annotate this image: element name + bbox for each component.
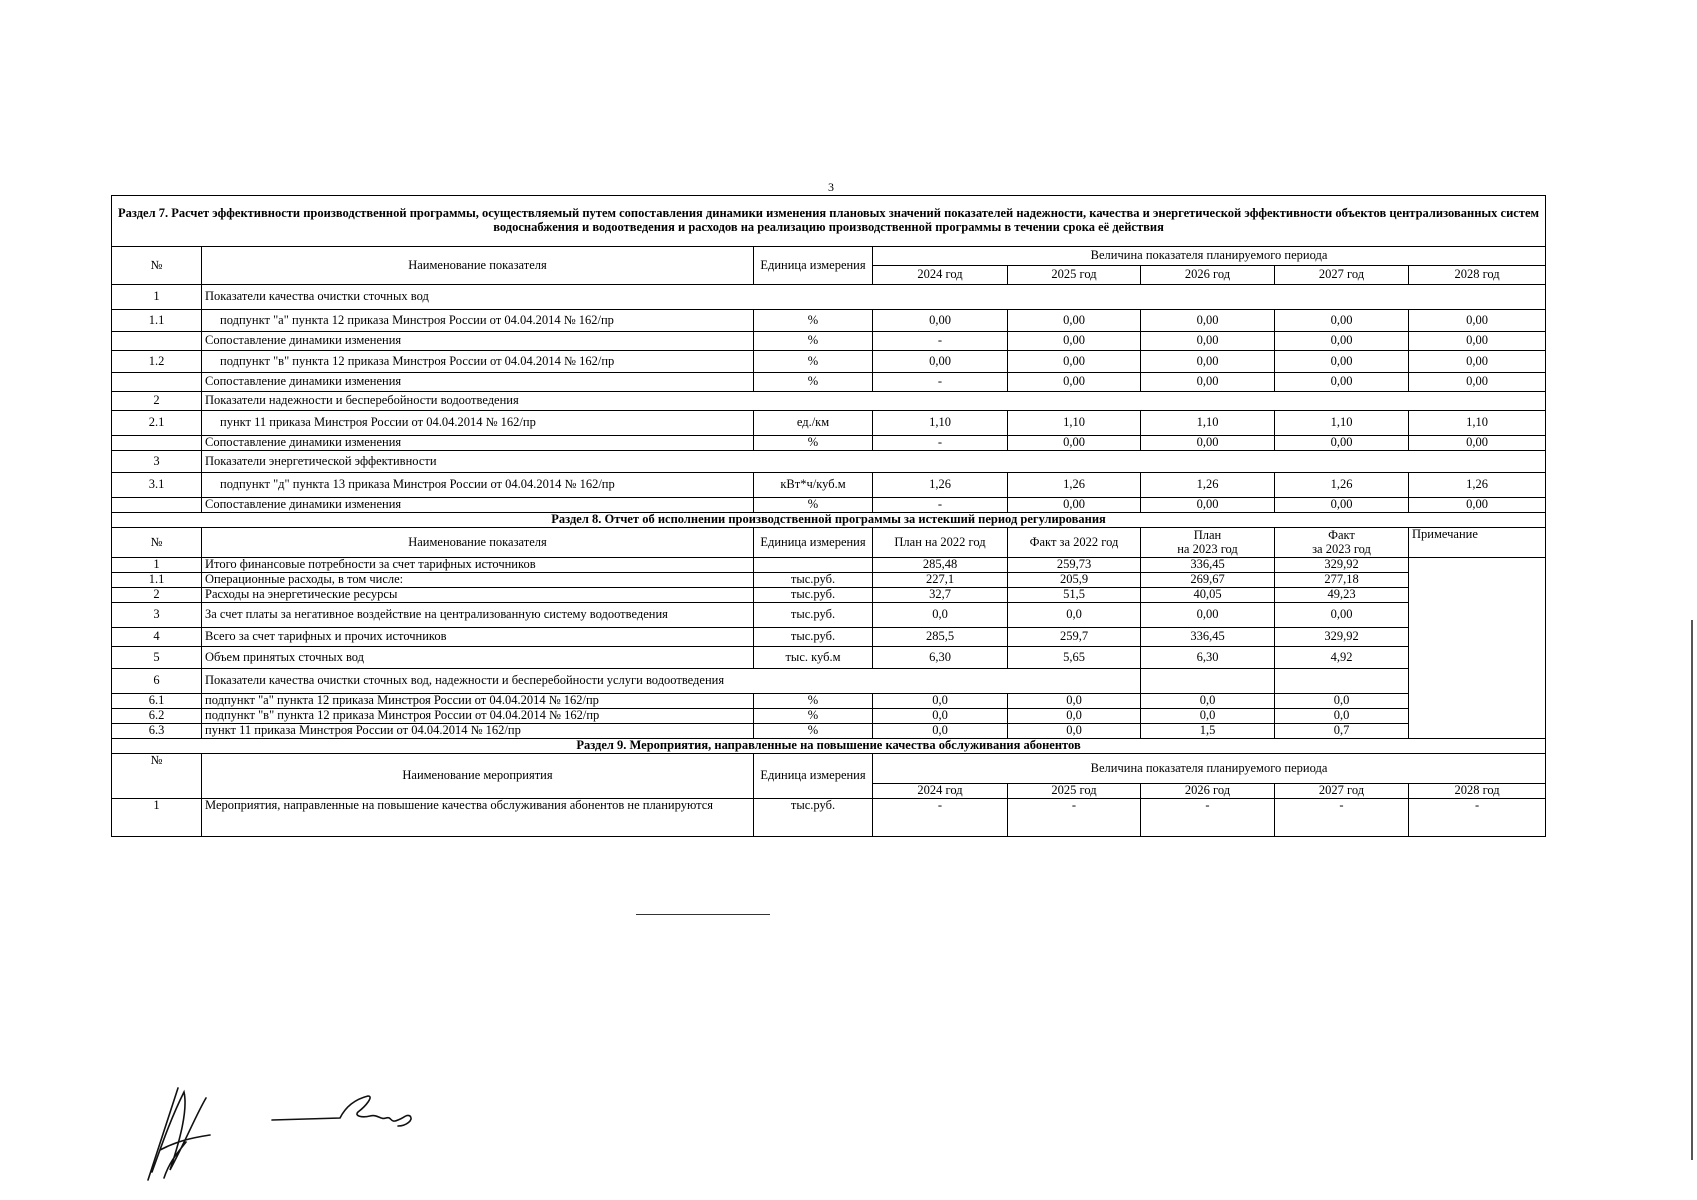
row-unit: тыс.руб. [754,588,873,603]
col-header-year: 2027 год [1275,784,1409,799]
row-value: 0,00 [1275,603,1409,628]
col-header-year: 2025 год [1008,784,1141,799]
col-header-plan-2023-line2: на 2023 год [1177,541,1238,556]
row-unit: % [754,310,873,332]
row-value: 0,00 [1008,498,1141,513]
row-value: 0,0 [873,694,1008,709]
row-value: 285,48 [873,558,1008,573]
row-value: 1,10 [873,411,1008,436]
col-header-plan-2023-line1: План [1193,527,1222,542]
row-value: 5,65 [1008,647,1141,669]
row-value: 0,00 [1275,498,1409,513]
section7-title: Раздел 7. Расчет эффективности производственной программы, осуществляемый путем сопоставления динамики изменения плановых значений показателей надежности, качества и энергетической эффективности объектов централизованных систем водоснабжения и водоотведения и расходов на реализацию производственной программы в течении срока её действия [112,196,1546,247]
row-num: 4 [112,628,202,647]
row-unit: тыс.руб. [754,573,873,588]
row-value: 269,67 [1141,573,1275,588]
row-value: - [1275,799,1409,837]
row-value: 0,7 [1275,724,1409,739]
table-row [112,573,1546,588]
row-value: 0,00 [1409,436,1546,451]
col-header-year: 2026 год [1141,266,1275,285]
row-num [112,332,202,351]
row-num: 3.1 [112,473,202,498]
row-value: 0,0 [873,709,1008,724]
row-value: 0,00 [1275,373,1409,392]
row-group-name: Показатели энергетической эффективности [202,451,1546,473]
row-value: 0,0 [1008,694,1141,709]
col-header-name: Наименование мероприятия [202,754,754,799]
row-name: Сопоставление динамики изменения [202,436,754,451]
col-header-plan-2022: План на 2022 год [873,528,1008,558]
row-num: 5 [112,647,202,669]
row-name: Операционные расходы, в том числе: [202,573,754,588]
col-header-note: Примечание [1409,528,1546,558]
col-header-period: Величина показателя планируемого периода [873,247,1546,266]
row-unit: ед./км [754,411,873,436]
scan-edge-line [1691,620,1693,1160]
row-unit: тыс.руб. [754,628,873,647]
row-value: 0,00 [1409,498,1546,513]
row-value: 0,0 [873,603,1008,628]
row-value: 0,0 [1141,709,1275,724]
section8-title: Раздел 8. Отчет об исполнении производственной программы за истекший период регулирования [112,513,1546,528]
col-header-year: 2028 год [1409,266,1546,285]
note-cell [1409,558,1546,739]
row-name: Мероприятия, направленные на повышение качества обслуживания абонентов не планируются [202,799,754,837]
row-value: 0,0 [1008,724,1141,739]
row-value: 1,10 [1141,411,1275,436]
table-row [112,588,1546,603]
col-header-year: 2025 год [1008,266,1141,285]
row-value: - [1409,799,1546,837]
row-value: 0,00 [873,351,1008,373]
table-row [112,436,1546,451]
row-value: 49,23 [1275,588,1409,603]
row-unit: кВт*ч/куб.м [754,473,873,498]
row-value: 0,00 [1409,332,1546,351]
row-value: 259,7 [1008,628,1141,647]
row-value: - [873,799,1008,837]
row-unit: тыс. куб.м [754,647,873,669]
footer-divider [636,914,770,915]
row-value: - [873,373,1008,392]
row-value: 0,0 [1008,709,1141,724]
row-unit: % [754,694,873,709]
row-value: 1,26 [1008,473,1141,498]
row-num: 1 [112,285,202,310]
table-row [112,332,1546,351]
row-value: 1,5 [1141,724,1275,739]
row-value: 51,5 [1008,588,1141,603]
row-num: 6 [112,669,202,694]
row-value: 0,00 [1275,310,1409,332]
row-value: 1,26 [1275,473,1409,498]
row-num: 1 [112,558,202,573]
table-row [112,451,1546,473]
row-value: 277,18 [1275,573,1409,588]
col-header-unit: Единица измерения [754,754,873,799]
table-row [112,498,1546,513]
col-header-num: № [112,247,202,285]
row-value: 0,00 [1275,436,1409,451]
page-number: 3 [828,180,834,194]
row-value: 336,45 [1141,558,1275,573]
table-row [112,558,1546,573]
row-unit [754,558,873,573]
row-value: - [1008,799,1141,837]
row-unit: % [754,709,873,724]
row-value: 0,00 [1275,332,1409,351]
table-row [112,351,1546,373]
row-num: 1 [112,799,202,837]
row-value: 0,00 [1141,332,1275,351]
row-value: - [873,436,1008,451]
row-value: 0,0 [1008,603,1141,628]
row-value: 0,00 [1008,332,1141,351]
row-value: 0,00 [1008,351,1141,373]
row-value: 6,30 [873,647,1008,669]
row-name: За счет платы за негативное воздействие на централизованную систему водоотведения [202,603,754,628]
row-value: 329,92 [1275,558,1409,573]
row-value: 0,00 [1141,603,1275,628]
row-value: 0,0 [1141,694,1275,709]
row-num: 6.2 [112,709,202,724]
row-value: 259,73 [1008,558,1141,573]
row-unit: тыс.руб. [754,603,873,628]
row-unit: % [754,724,873,739]
col-header-name: Наименование показателя [202,247,754,285]
row-value: - [873,332,1008,351]
row-value: 0,00 [1141,351,1275,373]
col-header-year: 2026 год [1141,784,1275,799]
row-name: Расходы на энергетические ресурсы [202,588,754,603]
row-num: 2.1 [112,411,202,436]
row-name: пункт 11 приказа Минстроя России от 04.04.2014 № 162/пр [202,411,754,436]
row-num: 1.2 [112,351,202,373]
row-value: 1,26 [1409,473,1546,498]
row-num: 1.1 [112,310,202,332]
row-value: 0,0 [1275,709,1409,724]
row-name: подпункт "а" пункта 12 приказа Минстроя России от 04.04.2014 № 162/пр [202,310,754,332]
row-value: 0,00 [1409,351,1546,373]
table-row [112,603,1546,628]
row-unit: % [754,332,873,351]
col-header-fact-2023-line2: за 2023 год [1312,541,1371,556]
section9-title: Раздел 9. Мероприятия, направленные на повышение качества обслуживания абонентов [112,739,1546,754]
row-num: 1.1 [112,573,202,588]
col-header-unit: Единица измерения [754,528,873,558]
row-num [112,498,202,513]
row-name: Сопоставление динамики изменения [202,332,754,351]
signature-1 [140,1080,220,1185]
row-group-name: Показатели надежности и бесперебойности водоотведения [202,392,1546,411]
table-row [112,799,1546,837]
row-unit: % [754,436,873,451]
row-group-name: Показатели качества очистки сточных вод, надежности и бесперебойности услуги водоотведения [202,669,1141,694]
row-value: 32,7 [873,588,1008,603]
row-value: 1,26 [1141,473,1275,498]
row-num: 3 [112,603,202,628]
empty-cell [1275,669,1409,694]
table-row [112,669,1546,694]
row-value: 4,92 [1275,647,1409,669]
row-value: 205,9 [1008,573,1141,588]
row-num: 6.3 [112,724,202,739]
row-value: 336,45 [1141,628,1275,647]
row-num: 6.1 [112,694,202,709]
row-value: 40,05 [1141,588,1275,603]
row-value: 0,0 [1275,694,1409,709]
col-header-name: Наименование показателя [202,528,754,558]
row-name: Итого финансовые потребности за счет тарифных источников [202,558,754,573]
row-name: подпункт "д" пункта 13 приказа Минстроя России от 04.04.2014 № 162/пр [202,473,754,498]
row-unit: тыс.руб. [754,799,873,837]
col-header-fact-2023 [1275,528,1409,558]
row-value: 6,30 [1141,647,1275,669]
row-value: 1,10 [1275,411,1409,436]
table-row [112,310,1546,332]
row-name: Сопоставление динамики изменения [202,498,754,513]
table-row [112,628,1546,647]
row-name: Объем принятых сточных вод [202,647,754,669]
row-name: подпункт "а" пункта 12 приказа Минстроя России от 04.04.2014 № 162/пр [202,694,754,709]
row-value: 1,26 [873,473,1008,498]
col-header-num: № [112,754,202,799]
row-num: 2 [112,588,202,603]
row-value: 0,00 [1409,310,1546,332]
row-value: 0,00 [1141,310,1275,332]
row-value: 0,00 [1008,436,1141,451]
row-value: 1,10 [1409,411,1546,436]
row-name: подпункт "в" пункта 12 приказа Минстроя России от 04.04.2014 № 162/пр [202,351,754,373]
col-header-year: 2024 год [873,784,1008,799]
row-value: 285,5 [873,628,1008,647]
row-value: - [1141,799,1275,837]
col-header-fact-2022: Факт за 2022 год [1008,528,1141,558]
row-unit: % [754,373,873,392]
row-name: пункт 11 приказа Минстроя России от 04.04.2014 № 162/пр [202,724,754,739]
row-name: Всего за счет тарифных и прочих источников [202,628,754,647]
table-row [112,694,1546,709]
col-header-year: 2028 год [1409,784,1546,799]
row-value: 0,00 [873,310,1008,332]
empty-cell [1141,669,1275,694]
col-header-plan-2023 [1141,528,1275,558]
row-value: 0,00 [1141,498,1275,513]
row-value: 0,00 [1008,310,1141,332]
col-header-period: Величина показателя планируемого периода [873,754,1546,784]
row-unit: % [754,498,873,513]
col-header-num: № [112,528,202,558]
row-value: 0,00 [1008,373,1141,392]
table-row [112,285,1546,310]
row-unit: % [754,351,873,373]
signature-2 [270,1090,420,1135]
row-value: - [873,498,1008,513]
row-group-name: Показатели качества очистки сточных вод [202,285,1546,310]
table-row [112,647,1546,669]
table-row [112,709,1546,724]
row-value: 1,10 [1008,411,1141,436]
col-header-year: 2027 год [1275,266,1409,285]
table-row [112,473,1546,498]
table-row [112,373,1546,392]
col-header-fact-2023-line1: Факт [1328,527,1355,542]
col-header-year: 2024 год [873,266,1008,285]
row-num [112,436,202,451]
row-value: 0,00 [1409,373,1546,392]
row-name: Сопоставление динамики изменения [202,373,754,392]
row-value: 227,1 [873,573,1008,588]
row-num: 2 [112,392,202,411]
table-row [112,411,1546,436]
row-value: 329,92 [1275,628,1409,647]
table-row [112,724,1546,739]
row-value: 0,00 [1275,351,1409,373]
row-value: 0,00 [1141,436,1275,451]
row-value: 0,00 [1141,373,1275,392]
row-num: 3 [112,451,202,473]
row-name: подпункт "в" пункта 12 приказа Минстроя России от 04.04.2014 № 162/пр [202,709,754,724]
col-header-unit: Единица измерения [754,247,873,285]
row-num [112,373,202,392]
report-table [111,195,1546,837]
table-row [112,392,1546,411]
row-value: 0,0 [873,724,1008,739]
